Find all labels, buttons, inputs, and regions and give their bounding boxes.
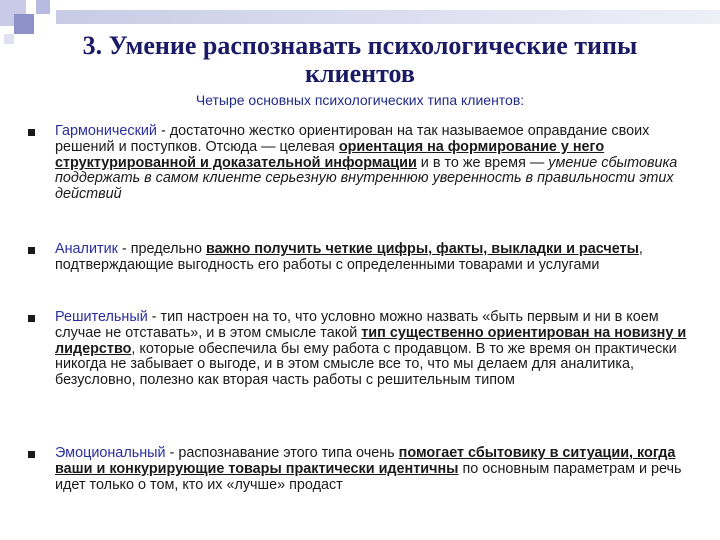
square-bullet-icon — [28, 129, 35, 136]
item-body: - предельно — [117, 241, 206, 257]
item-body: - распознавание этого типа очень — [165, 445, 399, 461]
type-term: Гармонический — [55, 123, 157, 139]
item-text — [55, 242, 688, 274]
slide-subtitle: Четыре основных психологических типа клиентов: — [195, 92, 525, 108]
item-italic: умение сбытовика поддержать в самом клиенте серьезную внутреннюю уверенность в правильности этих действий — [55, 154, 678, 203]
item-highlight: помогает сбытовику в ситуации, когда ваши и конкурирующие товары практически идентичны — [55, 445, 676, 477]
title-line-2: клиентов — [305, 59, 415, 88]
square-bullet-icon — [28, 247, 35, 254]
item-body: - тип настроен на то, что условно можно назвать «быть первым и ни в коем случае не отставать», и в этом смысле такой — [55, 309, 659, 341]
item-highlight: ориентация на формирование у него структурированной и доказательной информации — [55, 138, 605, 171]
slide-title — [40, 32, 680, 88]
title-number: 3. — [82, 31, 103, 60]
item-body-2: , подтверждающие выгодность его работы с определенными товарами и услугами — [55, 241, 643, 273]
item-body-2: по основным параметрам и речь идет только о том, кто их «лучше» продаст — [55, 460, 682, 493]
item-highlight: тип существенно ориентирован на новизну и лидерство — [55, 324, 687, 357]
item-body-2: и в то же время — — [416, 154, 549, 171]
item-text — [55, 124, 688, 203]
type-term: Решительный — [55, 309, 148, 325]
square-bullet-icon — [28, 451, 35, 458]
item-body-2: , которые обеспечила бы ему работа с продавцом. В то же время он практически никогда не забывает о выгоде, и в этом смысле все то, что мы делаем для аналитика, безусловно, полезно как вторая часть работы с решительным типом — [55, 340, 677, 389]
item-highlight: важно получить четкие цифры, факты, выкладки и расчеты — [205, 241, 639, 257]
item-text — [55, 446, 688, 493]
title-line-1: Умение распознавать психологические типы — [108, 31, 638, 60]
type-term: Эмоциональный — [55, 445, 166, 461]
item-body: - достаточно жестко ориентирован на так называемое оправдание своих решений и поступков. Отсюда — целевая — [55, 123, 650, 155]
square-bullet-icon — [28, 315, 35, 322]
type-term: Аналитик — [55, 241, 118, 257]
item-text — [55, 310, 688, 389]
